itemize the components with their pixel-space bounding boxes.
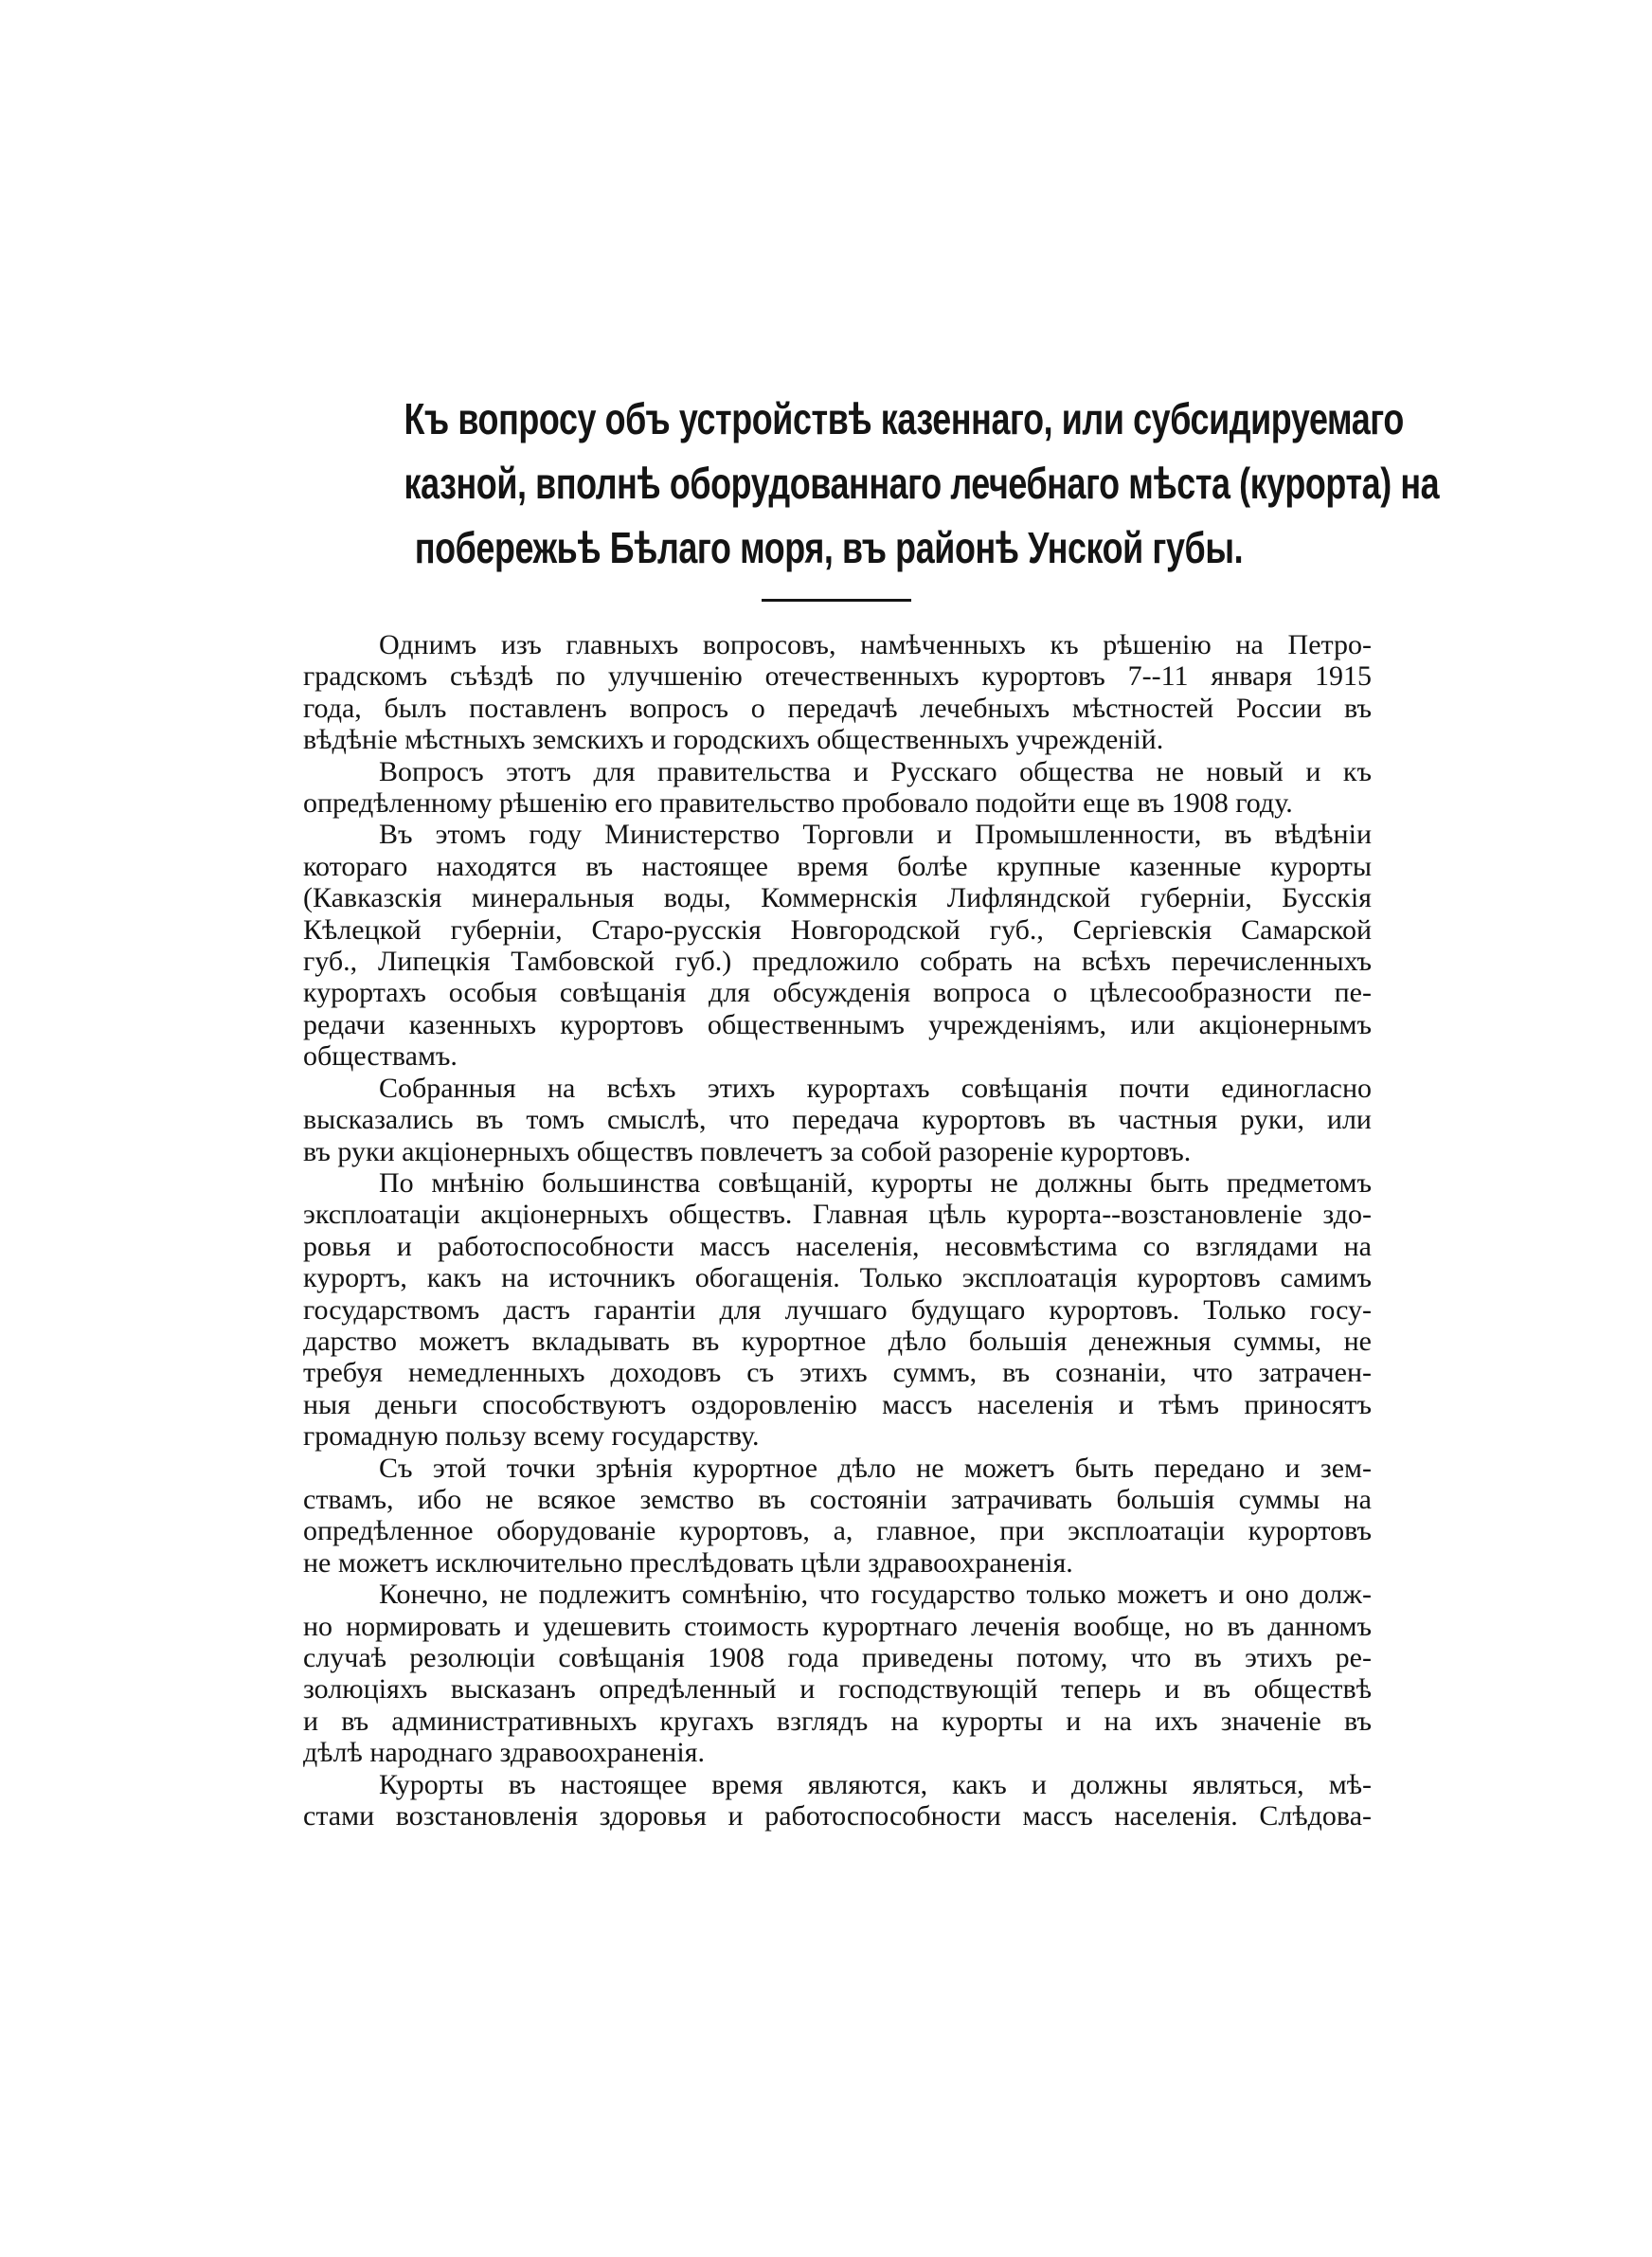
text-line: въ руки акціонерныхъ обществъ повлечетъ за собой разореніе курортовъ.	[303, 1135, 1192, 1167]
text-line: градскомъ съѣздѣ по улучшенію отечественныхъ курортовъ 7--11 января 1915	[303, 660, 1372, 693]
text-line: курортъ, какъ на источникъ обогащенія. Только эксплоатація курортовъ самимъ	[303, 1262, 1372, 1294]
paragraph	[303, 629, 1372, 756]
text-line: Собранныя на всѣхъ этихъ курортахъ совѣщанія почти единогласно	[379, 1072, 1372, 1104]
paragraph	[303, 1579, 1372, 1768]
paragraph	[303, 1453, 1372, 1580]
text-line: Кѣлецкой губерніи, Старо-русскія Новгородской губ., Сергіевскія Самарской	[303, 913, 1372, 946]
text-line: стами возстановленія здоровья и работоспособности массъ населенія. Слѣдова-	[303, 1800, 1372, 1833]
paragraph	[303, 1769, 1372, 1833]
title-divider	[762, 599, 911, 602]
text-line: дѣлѣ народнаго здравоохраненія.	[303, 1737, 705, 1769]
text-line: эксплоатаціи акціонерныхъ обществъ. Главная цѣль курорта--возстановленіе здо-	[303, 1199, 1372, 1231]
text-line: дарство можетъ вкладывать въ курортное дѣло большія денежныя суммы, не	[303, 1325, 1372, 1357]
text-line: (Кавказскія минеральныя воды, Коммернскія Лифляндской губерніи, Бусскія	[303, 882, 1372, 914]
text-line: ровья и работоспособности массъ населенія, несовмѣстима со взглядами на	[303, 1230, 1372, 1262]
paragraph	[303, 756, 1372, 820]
text-line: опредѣленное оборудованіе курортовъ, а, главное, при эксплоатаціи курортовъ	[303, 1515, 1372, 1547]
document-body	[303, 629, 1372, 1832]
text-line: обществамъ.	[303, 1040, 458, 1073]
text-line: Съ этой точки зрѣнія курортное дѣло не можетъ быть передано и зем-	[379, 1452, 1372, 1484]
text-line: высказались въ томъ смыслѣ, что передача курортовъ въ частныя руки, или	[303, 1104, 1372, 1136]
text-line: и въ административныхъ кругахъ взглядъ на курорты и на ихъ значеніе въ	[303, 1705, 1372, 1737]
text-line: но нормировать и удешевить стоимость курортнаго леченія вообще, но въ данномъ	[303, 1610, 1372, 1642]
text-line: курортахъ особыя совѣщанія для обсужденія вопроса о цѣлесообразности пе-	[303, 977, 1372, 1009]
title-line: казной, вполнѣ оборудованнаго лечебнаго мѣста (курорта) на	[404, 459, 1440, 508]
text-line: ныя деньги способствуютъ оздоровленію массъ населенія и тѣмъ приносятъ	[303, 1388, 1372, 1420]
text-line: не можетъ исключительно преслѣдовать цѣли здравоохраненія.	[303, 1546, 1073, 1579]
text-line: Вопросъ этотъ для правительства и Русскаго общества не новый и къ	[379, 755, 1372, 787]
text-line: губ., Липецкія Тамбовской губ.) предложило собрать на всѣхъ перечисленныхъ	[303, 946, 1372, 978]
text-line: громадную пользу всему государству.	[303, 1420, 760, 1453]
text-line: вѣдѣніе мѣстныхъ земскихъ и городскихъ общественныхъ учрежденій.	[303, 724, 1164, 756]
text-line: Конечно, не подлежитъ сомнѣнію, что государство только можетъ и оно долж-	[379, 1579, 1372, 1611]
document-title	[284, 387, 1440, 580]
text-line: года, былъ поставленъ вопросъ о передачѣ лечебныхъ мѣстностей России въ	[303, 692, 1372, 724]
title-line: побережьѣ Бѣлаго моря, въ районѣ Унской губы.	[414, 523, 1244, 572]
text-line: котораго находятся въ настоящее время болѣе крупные казенные курорты	[303, 850, 1372, 882]
paragraph	[303, 819, 1372, 1072]
text-line: ствамъ, ибо не всякое земство въ состояніи затрачивать большія суммы на	[303, 1483, 1372, 1515]
text-line: По мнѣнію большинства совѣщаній, курорты не должны быть предметомъ	[379, 1166, 1372, 1199]
text-line: Курорты въ настоящее время являются, какъ и должны являться, мѣ-	[379, 1768, 1372, 1800]
text-line: Однимъ изъ главныхъ вопросовъ, намѣченныхъ къ рѣшенію на Петро-	[379, 629, 1372, 660]
text-line: требуя немедленныхъ доходовъ съ этихъ суммъ, въ сознаніи, что затрачен-	[303, 1357, 1372, 1389]
paragraph	[303, 1167, 1372, 1453]
text-line: редачи казенныхъ курортовъ общественнымъ учрежденіямъ, или акціонернымъ	[303, 1008, 1372, 1040]
paragraph	[303, 1073, 1372, 1167]
text-line: случаѣ резолюціи совѣщанія 1908 года приведены потому, что въ этихъ ре-	[303, 1642, 1372, 1673]
text-line: Въ этомъ году Министерство Торговли и Промышленности, въ вѣдѣніи	[379, 819, 1372, 851]
title-line: Къ вопросу объ устройствѣ казеннаго, или субсидируемаго	[404, 394, 1404, 443]
text-line: государствомъ дастъ гарантіи для лучшаго будущаго курортовъ. Только госу-	[303, 1293, 1372, 1326]
text-line: опредѣленному рѣшенію его правительство пробовало подойти еще въ 1908 году.	[303, 787, 1293, 820]
text-line: золюціяхъ высказанъ опредѣленный и господствующій теперь и въ обществѣ	[303, 1673, 1372, 1706]
